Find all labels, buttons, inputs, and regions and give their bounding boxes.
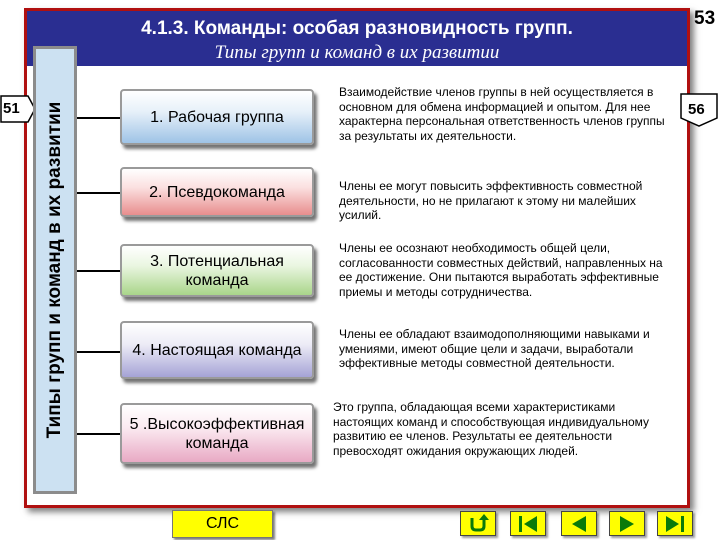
page-number: 53 bbox=[694, 8, 716, 29]
previous-slide-icon bbox=[567, 514, 591, 534]
connector-line bbox=[77, 351, 120, 353]
slide-subtitle: Типы групп и команд в их развитии bbox=[214, 42, 500, 63]
last-slide-button[interactable] bbox=[657, 511, 693, 536]
return-icon bbox=[466, 514, 490, 534]
connector-line bbox=[77, 192, 120, 194]
description-pseudo-team: Члены ее могут повысить эффективность совместной деятельности, но не прилагают к этому ни малейших усилий. bbox=[339, 179, 643, 222]
first-slide-icon bbox=[516, 514, 540, 534]
group-type-pseudo-team[interactable]: 2. Псевдокоманда bbox=[120, 167, 314, 217]
slide-title: 4.1.3. Команды: особая разновидность групп. bbox=[141, 18, 573, 39]
description-potential-team: Члены ее осознают необходимость общей цели, согласованности совместных действий, направленных на ее достижение. Они пытаются выработать эффективные приемы и методы сотрудничества. bbox=[339, 241, 663, 299]
description-high-performance-team: Это группа, обладающая всеми характеристиками настоящих команд и способствующая индивидуальному развитию ее членов. Результаты ее деятельности превосходят ожидания окружающих людей. bbox=[333, 400, 650, 458]
group-type-potential-team[interactable]: 3. Потенциальная команда bbox=[120, 244, 314, 297]
connector-line bbox=[77, 433, 120, 435]
slc-button[interactable]: СЛС bbox=[172, 510, 273, 538]
group-type-working-group[interactable]: 1. Рабочая группа bbox=[120, 89, 314, 145]
next-slide-button[interactable] bbox=[609, 511, 645, 536]
forward-link-number[interactable]: 56 bbox=[688, 101, 705, 118]
first-slide-button[interactable] bbox=[510, 511, 546, 536]
return-button[interactable] bbox=[460, 511, 496, 536]
previous-slide-button[interactable] bbox=[561, 511, 597, 536]
connector-line bbox=[77, 270, 120, 272]
group-type-high-performance-team[interactable]: 5 .Высокоэффективная команда bbox=[120, 403, 314, 464]
group-type-real-team[interactable]: 4. Настоящая команда bbox=[120, 321, 314, 379]
slide-header bbox=[27, 11, 687, 66]
side-panel-label: Типы групп и команд в их развитии bbox=[44, 101, 65, 439]
connector-line bbox=[77, 117, 120, 119]
last-slide-icon bbox=[663, 514, 687, 534]
description-real-team: Члены ее обладают взаимодополняющими навыками и умениями, имеют общие цели и задачи, выработали эффективные методы совместной деятельности. bbox=[339, 327, 650, 370]
back-link-number[interactable]: 51 bbox=[3, 100, 20, 117]
next-slide-icon bbox=[615, 514, 639, 534]
description-working-group: Взаимодействие членов группы в ней осуществляется в основном для обмена информацией и опытом. Для нее характерна персональная ответственность членов группы за результаты их деятельности. bbox=[339, 85, 665, 143]
